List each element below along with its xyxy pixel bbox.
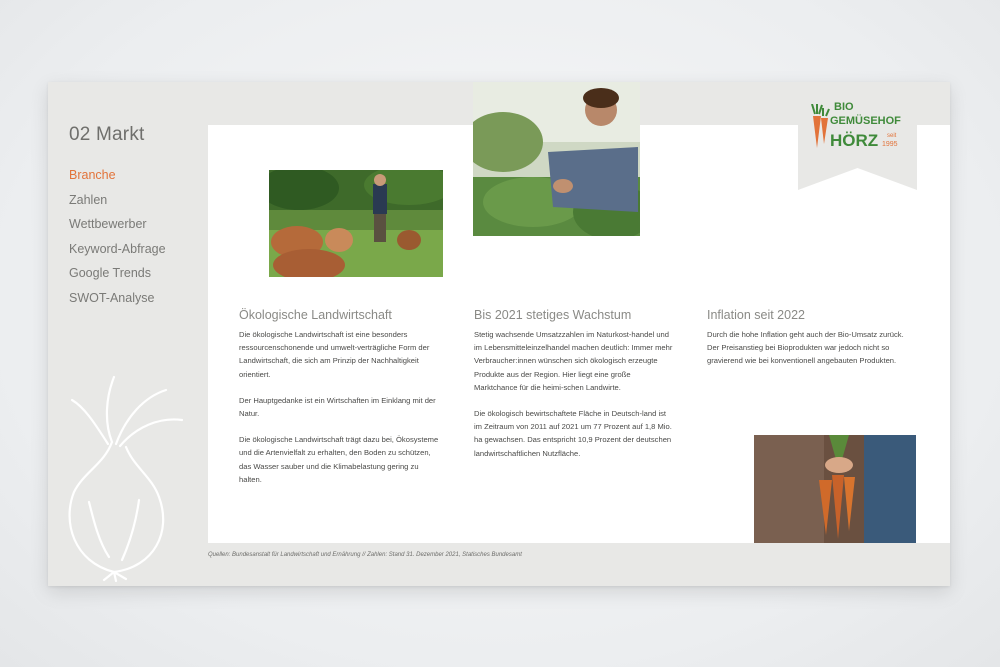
- photo-farmer-harvest: [473, 82, 640, 236]
- nav-item-zahlen[interactable]: Zahlen: [69, 192, 108, 207]
- column-paragraph: Die ökologisch bewirtschaftete Fläche in Deutsch-land ist im Zeitraum von 2011 auf 2021 um 77 Prozent auf 1,8 Mio. ha gewachsen. Das entspricht 10,9 Prozent der deutschen landwirtschaftlichen Nutzfläche.: [474, 409, 672, 458]
- nav-item-keyword-abfrage[interactable]: Keyword-Abfrage: [69, 241, 166, 256]
- sources-footnote: Quellen: Bundesanstalt für Landwirtschaft und Ernährung // Zahlen: Stand 31. Dezember 2021, Statisches Bundesamt: [208, 552, 522, 558]
- section-nav: [69, 167, 166, 315]
- photo-carrots: [754, 435, 916, 543]
- column-oekologische-landwirtschaft: [239, 308, 439, 499]
- logo-gemusehof: GEMÜSEHOF: [830, 115, 901, 127]
- column-wachstum: [474, 308, 674, 473]
- column-paragraph: Stetig wachsende Umsatzzahlen im Naturkost-handel und im Lebensmitteleinzelhandel machen deutlich: Immer mehr Verbraucher:innen wünschen sich ökologisch erzeugte Produkte aus der Region. Hier liegt eine große Marktchance für die heimi-schen Landwirte.: [474, 330, 673, 392]
- nav-item-branche[interactable]: Branche: [69, 168, 116, 182]
- column-paragraph: Die ökologische Landwirtschaft ist eine besonders ressourcenschonende und umwelt-verträgliche Form der Landwirtschaft, die sich am Prinzip der Nachhaltigkeit orientiert.: [239, 330, 430, 379]
- column-paragraph: Die ökologische Landwirtschaft trägt dazu bei, Ökosysteme und die Artenvielfalt zu erhalten, den Boden zu schützen, das Wasser sauber und die Klimabelastung gering zu halten.: [239, 435, 439, 484]
- logo-horz: HÖRZ: [830, 131, 879, 150]
- page-title: 02 Markt: [69, 124, 145, 145]
- logo-bio: BIO: [834, 101, 854, 113]
- nav-item-google-trends[interactable]: Google Trends: [69, 266, 151, 281]
- column-heading: Bis 2021 stetiges Wachstum: [474, 308, 632, 322]
- logo-since-label: seit: [887, 133, 897, 139]
- presentation-slide: [48, 82, 950, 586]
- column-paragraph: Der Hauptgedanke ist ein Wirtschaften im Einklang mit der Natur.: [239, 395, 436, 419]
- logo-since-year: 1995: [882, 141, 898, 148]
- column-paragraph: Durch die hohe Inflation geht auch der Bio-Umsatz zurück. Der Preisanstieg bei Bioprodukten war jedoch nicht so gravierend wie bei konventionell angebauten Produkten.: [707, 330, 904, 366]
- nav-item-wettbewerber[interactable]: Wettbewerber: [69, 217, 147, 232]
- carrot-logo-icon: [809, 104, 831, 150]
- nav-item-swot-analyse[interactable]: SWOT-Analyse: [69, 290, 155, 305]
- column-heading: Inflation seit 2022: [707, 308, 805, 322]
- onion-illustration: [54, 372, 194, 582]
- column-heading: Ökologische Landwirtschaft: [239, 308, 392, 322]
- photo-farmer-cows: [269, 170, 443, 277]
- column-inflation: [707, 308, 907, 381]
